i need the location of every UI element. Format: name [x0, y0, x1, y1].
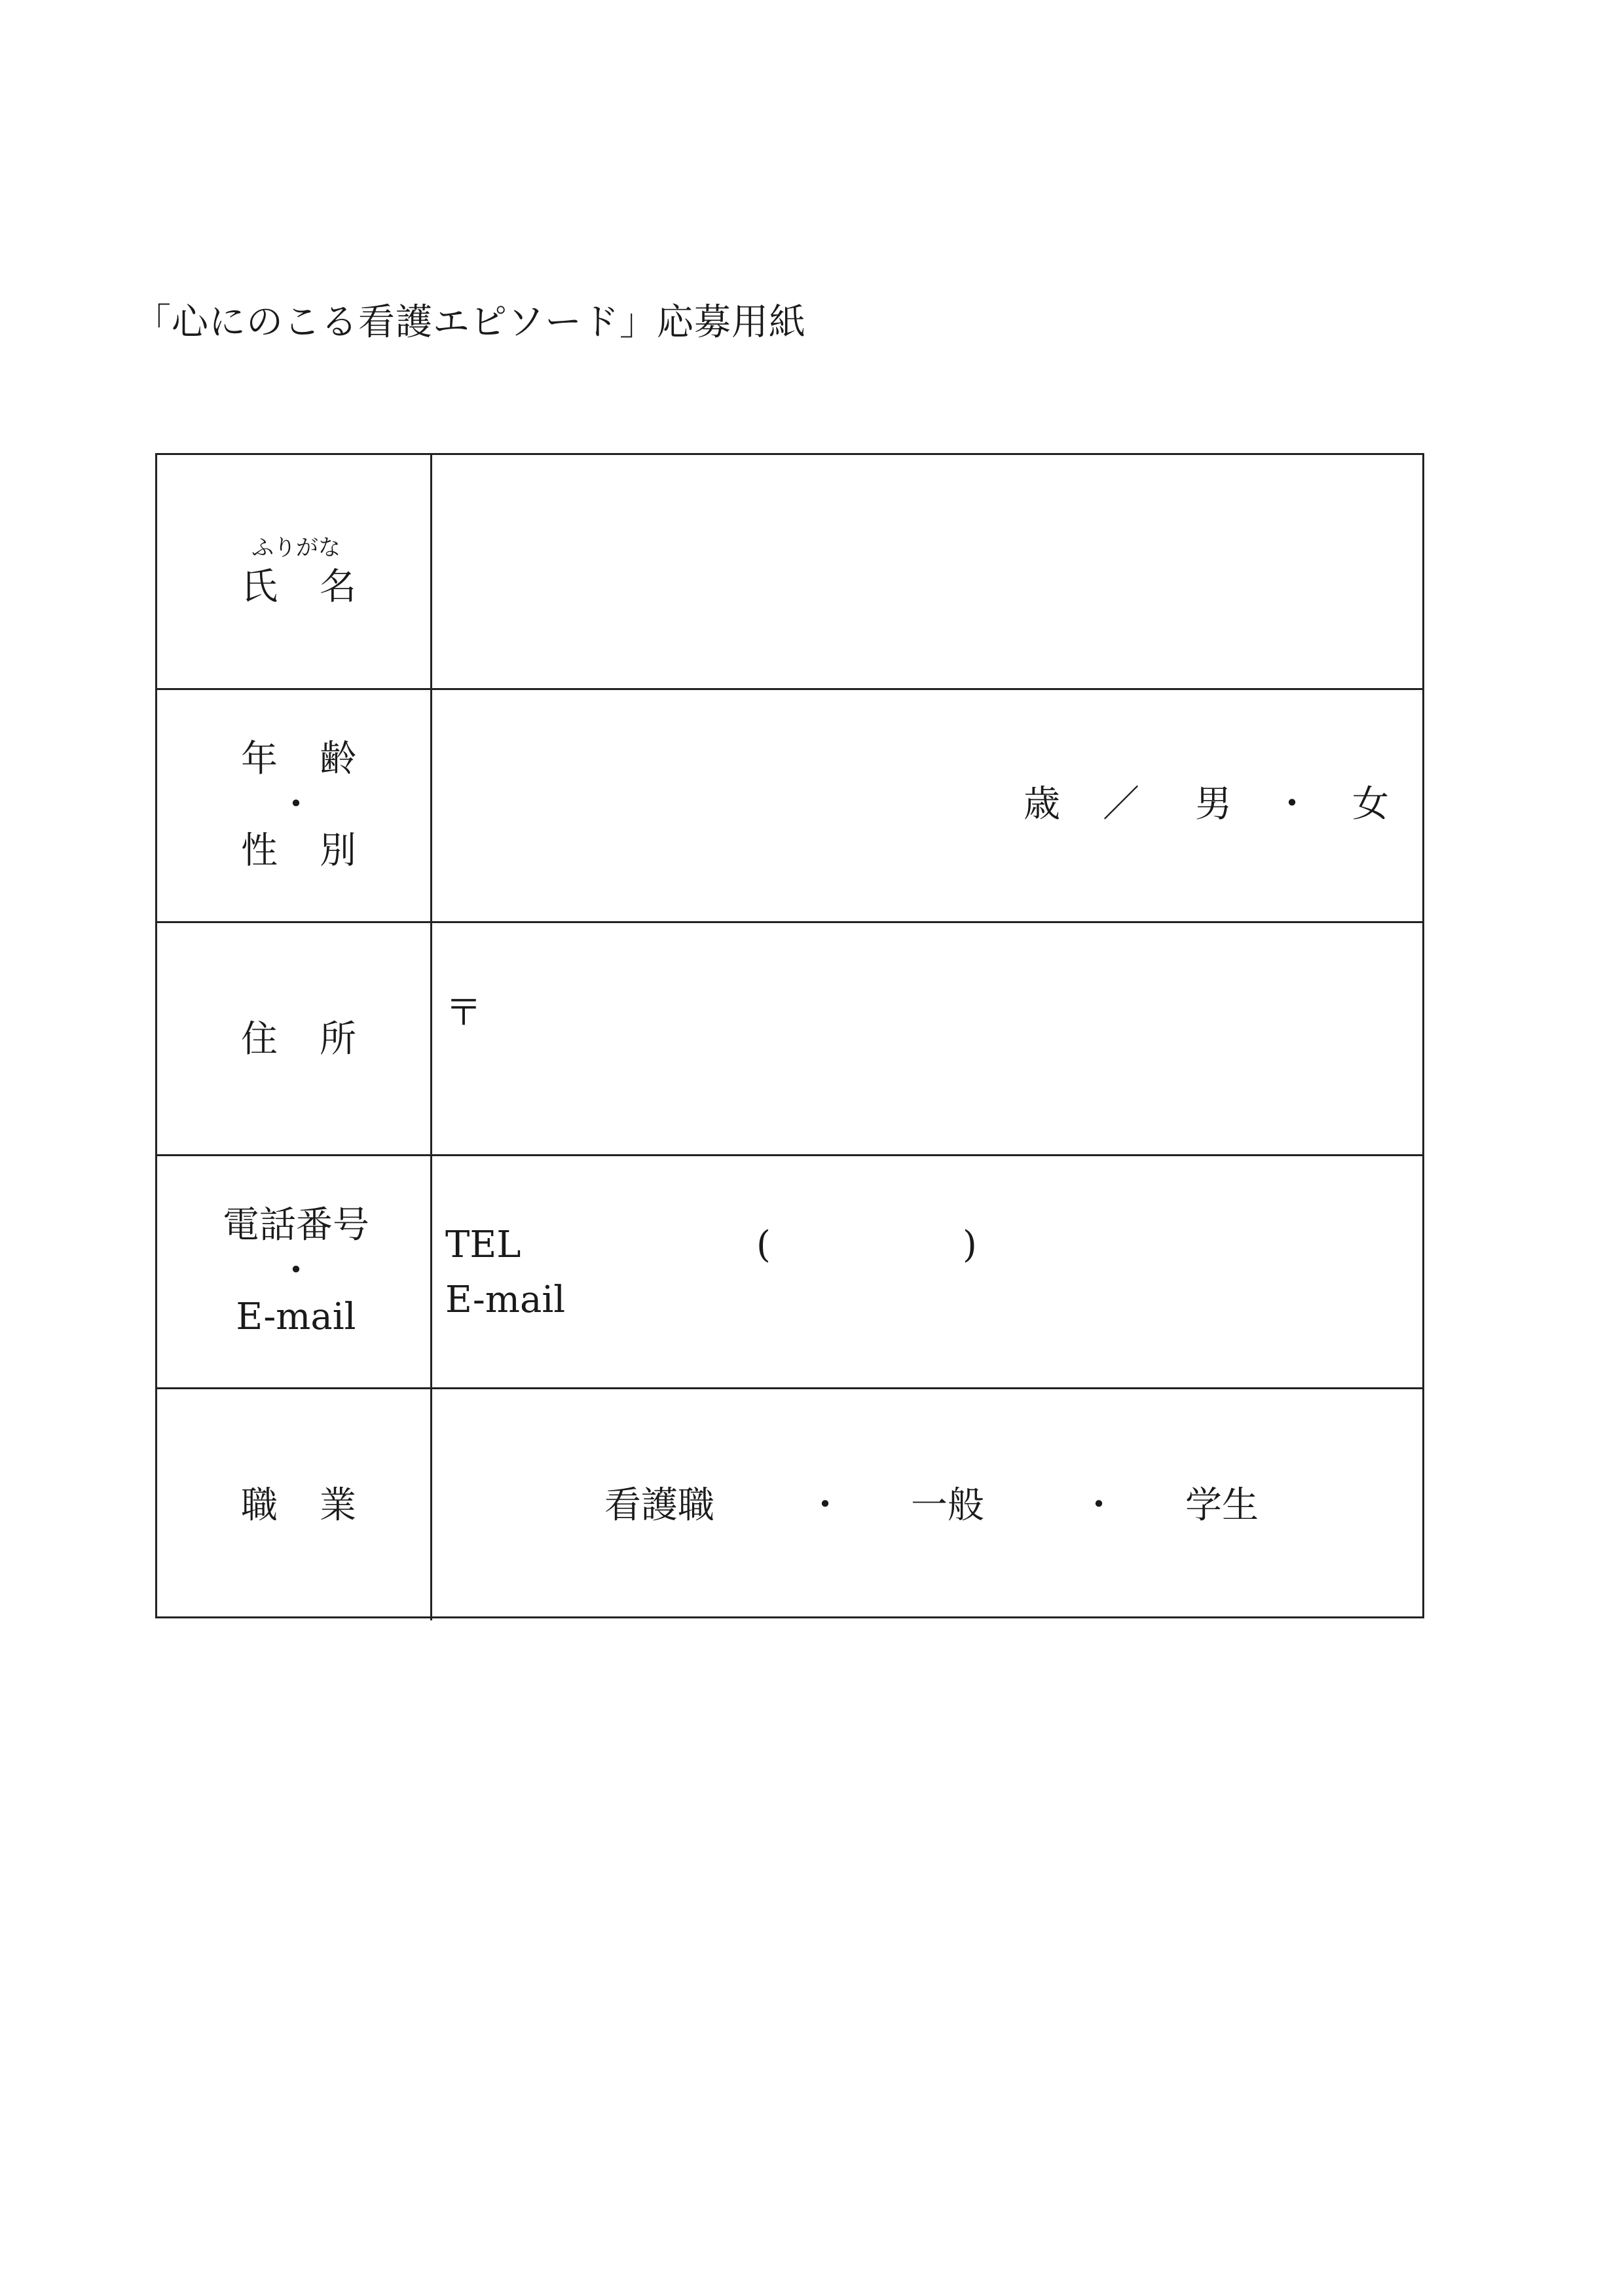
age-gender-label-cell: [157, 690, 432, 921]
tel-label: TEL: [445, 1224, 521, 1266]
occupation-label-char-1: 職: [241, 1484, 278, 1527]
name-label-char-1: 氏: [241, 566, 278, 608]
name-input-area[interactable]: [432, 455, 1422, 688]
occupation-option-nurse[interactable]: 看護職: [604, 1484, 714, 1527]
name-label-char-2: 名: [320, 566, 356, 608]
occupation-dot-1: ・: [807, 1484, 843, 1527]
tel-paren-close: ): [963, 1224, 977, 1266]
gender-label-char-2: 別: [320, 829, 356, 872]
age-label-char-2: 齢: [320, 738, 356, 780]
age-gender-input-area[interactable]: [432, 690, 1422, 921]
postal-mark: 〒: [445, 992, 482, 1034]
occupation-label-char-2: 業: [320, 1484, 356, 1527]
contact-input-area: [432, 1156, 1422, 1387]
gender-option-male[interactable]: 男: [1195, 783, 1232, 826]
occupation-row: [157, 1387, 1422, 1620]
occupation-option-general[interactable]: 一般: [911, 1484, 984, 1527]
gender-option-dot: ・: [1274, 783, 1310, 826]
name-label-cell: [157, 455, 432, 688]
age-gender-slash: ／: [1103, 783, 1139, 826]
name-row: [157, 455, 1422, 688]
contact-label-cell: [157, 1156, 432, 1387]
page-title: 「心にのこる看護エピソード」応募用紙: [134, 301, 806, 344]
gender-option-female[interactable]: 女: [1352, 783, 1389, 826]
address-row: [157, 921, 1422, 1154]
contact-row: [157, 1154, 1422, 1387]
occupation-dot-2: ・: [1080, 1484, 1117, 1527]
address-label-char-2: 所: [320, 1018, 356, 1061]
email-value-label: E-mail: [445, 1279, 566, 1321]
phone-label: 電話番号: [223, 1204, 369, 1247]
occupation-label-cell: [157, 1389, 432, 1620]
email-label: E-mail: [236, 1296, 356, 1338]
furigana-label: ふりがな: [251, 535, 341, 561]
address-label-char-1: 住: [241, 1018, 278, 1061]
application-form: [155, 453, 1424, 1618]
age-unit: 歳: [1024, 783, 1060, 826]
age-gender-row: [157, 688, 1422, 921]
occupation-input-area: [432, 1389, 1422, 1620]
gender-label-char-1: 性: [241, 829, 278, 872]
contact-separator: ・: [278, 1250, 314, 1292]
address-input-area[interactable]: [432, 923, 1422, 1154]
tel-paren-open: (: [756, 1224, 771, 1266]
occupation-option-student[interactable]: 学生: [1185, 1484, 1259, 1527]
age-gender-separator: ・: [278, 784, 314, 826]
age-label-char-1: 年: [241, 738, 278, 780]
address-label-cell: [157, 923, 432, 1154]
